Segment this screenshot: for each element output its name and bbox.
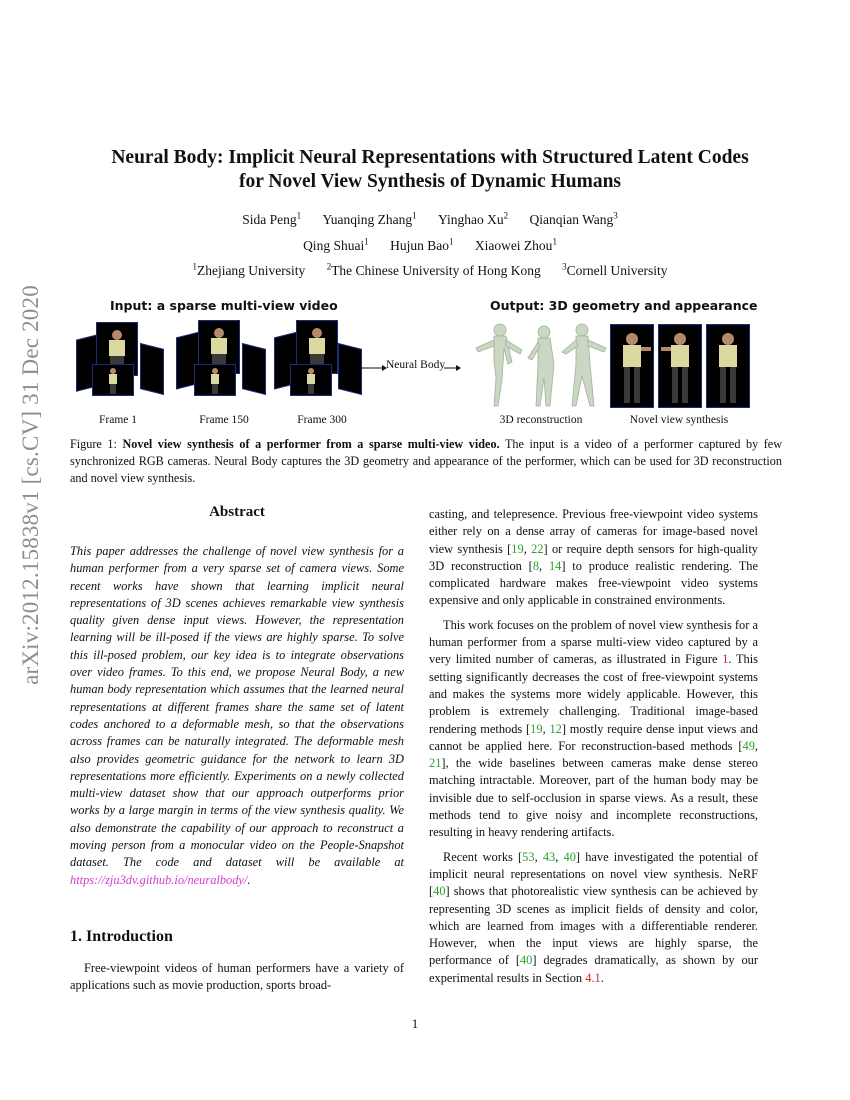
performer-silhouette xyxy=(611,325,653,407)
affiliation: $^1$Zhejiang University xyxy=(192,261,306,278)
author: Yuanqing Zhang$^1$ xyxy=(322,210,417,227)
author: Qing Shuai$^1$ xyxy=(303,236,369,253)
caption-text: The input is a video of a performer captured by few synchronized RGB cameras. Neural Body captures the 3D geometry and appearance of the performer, which can be used for 3D reconstruction and novel view synthesis. xyxy=(70,437,783,485)
recon-label: 3D reconstruction xyxy=(499,414,583,426)
citation-link[interactable]: 49 xyxy=(742,738,755,753)
performer-silhouette xyxy=(707,325,749,407)
citation-link[interactable]: 22 xyxy=(531,541,544,556)
nvs-label: Novel view synthesis xyxy=(629,414,729,426)
affiliation: $^2$The Chinese University of Hong Kong xyxy=(326,261,541,278)
performer-silhouette xyxy=(291,365,331,395)
mesh-reconstruction-figures xyxy=(470,318,610,408)
camera-view-thumbnail xyxy=(92,364,134,396)
abstract-text xyxy=(70,543,404,889)
neural-body-arrow xyxy=(362,358,462,378)
frame-label-300: Frame 300 xyxy=(297,414,347,426)
novel-view-image xyxy=(610,324,654,408)
author-row-1 xyxy=(70,212,790,228)
arrow-label: Neural Body xyxy=(386,359,446,371)
title-line-2: for Novel View Synthesis of Dynamic Humans xyxy=(238,171,622,192)
author: Yinghao Xu$^2$ xyxy=(437,210,509,227)
camera-view-thumbnail xyxy=(194,364,236,396)
citation-link[interactable]: 53 xyxy=(522,849,535,864)
author: Xiaowei Zhou$^1$ xyxy=(474,236,557,253)
caption-bold: Novel view synthesis of a performer from a sparse multi-view video. xyxy=(122,437,500,451)
citation-link[interactable]: 21 xyxy=(429,756,442,771)
intro-text: Free-viewpoint videos of human performers have a variety of applications such as movie production, sports broad- xyxy=(70,961,404,993)
citation-link[interactable]: 40 xyxy=(519,953,533,968)
page-number: 1 xyxy=(411,1016,419,1031)
affiliation: $^3$Cornell University xyxy=(562,261,668,278)
arxiv-id: arXiv:2012.15838v1 [cs.CV] 31 Dec 2020 xyxy=(18,285,43,685)
citation-link[interactable]: 19 xyxy=(530,721,543,736)
abstract-end: . xyxy=(247,872,251,887)
figure-input-heading: Input: a sparse multi-view video xyxy=(110,298,338,313)
figure-output-heading: Output: 3D geometry and appearance xyxy=(490,298,758,313)
project-link[interactable]: https://zju3dv.github.io/neuralbody/ xyxy=(70,872,248,887)
citation-link[interactable]: 12 xyxy=(549,721,562,736)
camera-view-thumbnail xyxy=(338,343,362,395)
frame-label-150: Frame 150 xyxy=(199,414,249,426)
affiliations xyxy=(70,263,790,279)
performer-silhouette xyxy=(93,365,133,395)
right-column xyxy=(429,506,758,987)
performer-silhouette xyxy=(195,365,235,395)
abstract-body: This paper addresses the challenge of novel view synthesis for a human performer from a very sparse set of camera views. Some recent works have shown that learning implicit neural representations of 3D scenes achieves remarkable view synthesis quality given dense input views. However, the representation learning will be ill-posed if the views are highly sparse. To solve this ill-posed problem, our key idea is to integrate observations over video frames. To this end, we propose Neural Body, a new human body representation which assumes that the learned neural representations at different frames share the same set of latent codes anchored to a deformable mesh, so that the observations across frames can be naturally integrated. The deformable mesh also provides geometric guidance for the network to learn 3D representations more efficiently. Experiments on a newly collected multi-view dataset show that our approach outperforms prior works by a large margin in terms of the view synthesis quality. We also demonstrate the capability of our approach to reconstruct a moving person from a monocular video on the People-Snapshot dataset. The code and dataset will be available at xyxy=(70,544,404,870)
paragraph: This work focuses on the problem of novel view synthesis for a human performer from a sparse multi-view video captured by a very limited number of cameras, as illustrated in Figure 1. This setting significantly decreases the cost of free-viewpoint systems and makes the systems more widely applicable. However, this problem is extremely challenging. Traditional image-based rendering methods [19, 12] mostly require dense input views and cannot be applied here. For reconstruction-based methods [49, 21], the wide baselines between cameras make dense stereo matching intractable. Moreover, part of the human body may be invisible due to self-occlusion in sparse views. As a result, these methods tend to give noisy and incomplete reconstructions, resulting in heavy rendering artifacts. xyxy=(429,617,758,840)
citation-link[interactable]: 14 xyxy=(548,558,562,573)
novel-view-image xyxy=(706,324,750,408)
title-line-1: Neural Body: Implicit Neural Representations with Structured Latent Codes xyxy=(111,147,749,168)
caption-prefix: Figure 1: xyxy=(70,437,117,451)
intro-heading: 1. Introduction xyxy=(70,928,173,945)
arxiv-sidebar xyxy=(14,285,48,685)
author: Sida Peng$^1$ xyxy=(242,210,302,227)
citation-link[interactable]: 40 xyxy=(433,884,446,899)
novel-view-image xyxy=(658,324,702,408)
performer-silhouette xyxy=(659,325,701,407)
citation-link[interactable]: 40 xyxy=(563,849,576,864)
paper-title xyxy=(70,146,790,194)
author: Qianqian Wang$^3$ xyxy=(529,210,618,227)
camera-view-thumbnail xyxy=(140,343,164,395)
camera-view-thumbnail xyxy=(290,364,332,396)
camera-view-thumbnail xyxy=(242,343,266,395)
paragraph: Recent works [53, 43, 40] have investigated the potential of implicit neural representations on novel view synthesis. NeRF [40] shows that photorealistic view synthesis can be achieved by representing 3D scenes as implicit fields of density and color, which are learned from images with a differentiable renderer. However, when the input views are highly sparse, the performance of [40] degrades dramatically, as shown by our experimental results in Section 4.1. xyxy=(429,849,758,985)
abstract-heading: Abstract xyxy=(209,504,265,520)
author: Hujun Bao$^1$ xyxy=(390,236,454,253)
figure-link[interactable]: 1 xyxy=(722,652,729,667)
frame-label-1: Frame 1 xyxy=(98,414,137,426)
figure-caption xyxy=(70,436,782,487)
citation-link[interactable]: 43 xyxy=(542,849,556,864)
citation-link[interactable]: 19 xyxy=(511,541,524,556)
paragraph: casting, and telepresence. Previous free-viewpoint video systems either rely on a dense array of cameras for image-based novel view synthesis [19, 22] or require depth sensors for high-quality 3D reconstruction [8, 14] to produce realistic rendering. The complicated hardware makes free-viewpoint video systems expensive and only applicable in constrained environments. xyxy=(429,507,758,608)
citation-link[interactable]: 8 xyxy=(532,558,540,573)
author-row-2 xyxy=(70,238,790,254)
section-link[interactable]: 4.1 xyxy=(585,970,601,985)
